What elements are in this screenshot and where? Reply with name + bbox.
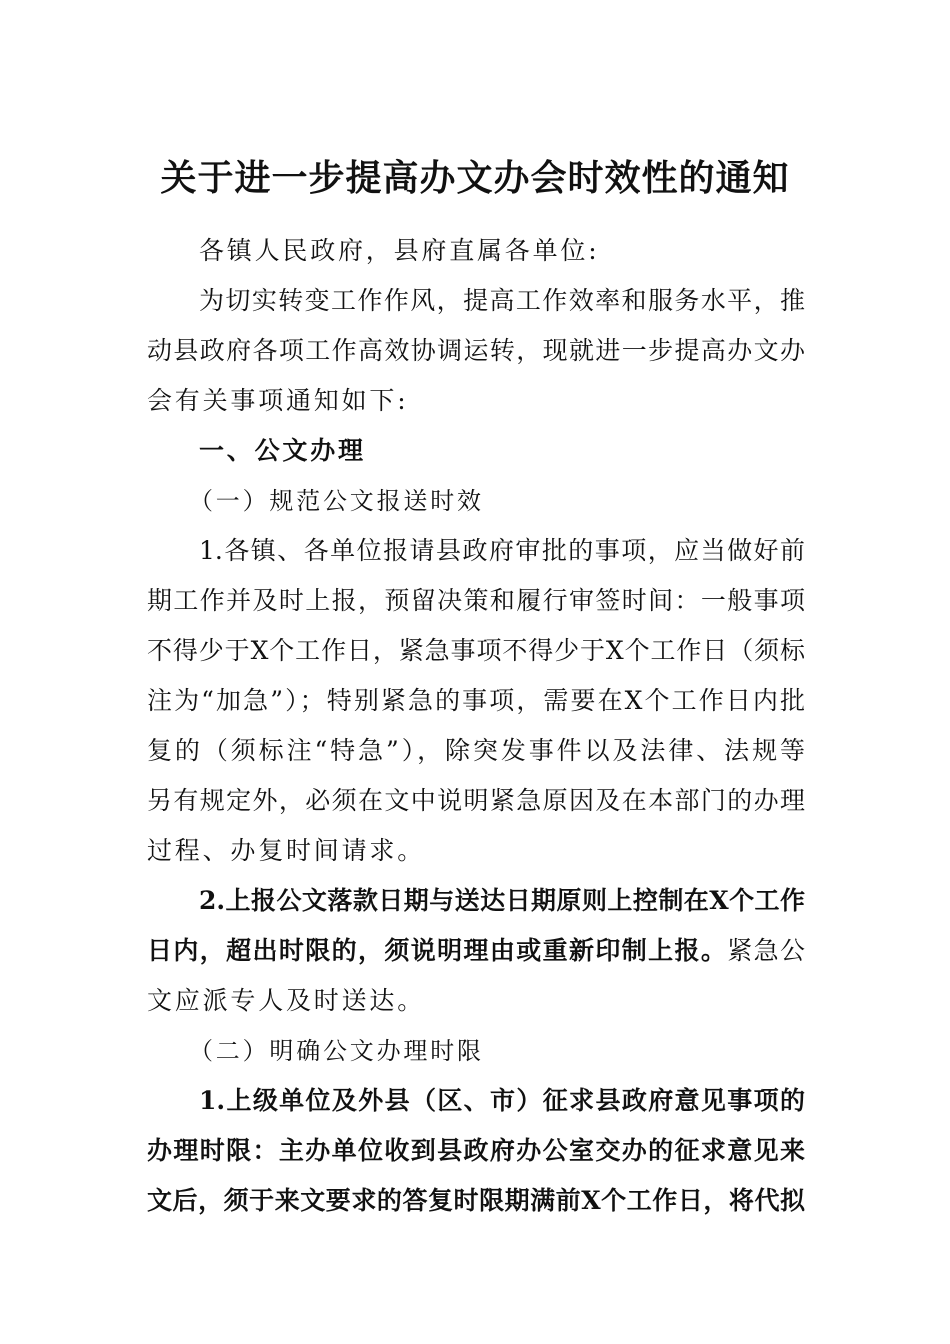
document-title: 关于进一步提高办文办会时效性的通知	[160, 157, 790, 199]
paragraph-line: 1.各镇、各单位报请县政府审批的事项，应当做好前	[199, 536, 805, 565]
bold-text: 日内，超出时限的，须说明理由或重新印制上报。	[147, 936, 728, 965]
paragraph-line: 复的（须标注“特急”），除突发事件以及法律、法规等	[147, 736, 805, 765]
paragraph-line: 另有规定外，必须在文中说明紧急原因及在本部门的办理	[147, 786, 805, 815]
bold-paragraph-line: 办理时限：主办单位收到县政府办公室交办的征求意见来	[147, 1136, 805, 1165]
paragraph-line: 期工作并及时上报，预留决策和履行审签时间：一般事项	[147, 586, 805, 615]
paragraph-line: 文应派专人及时送达。	[147, 986, 426, 1015]
section-heading-1: 一、公文办理	[199, 436, 366, 465]
paragraph-line: 不得少于X个工作日，紧急事项不得少于X个工作日（须标	[147, 636, 805, 665]
mixed-paragraph-line	[147, 926, 805, 976]
document-body	[147, 226, 805, 1226]
paragraph-line: 注为“加急”）；特别紧急的事项，需要在X个工作日内批	[147, 686, 805, 715]
bold-paragraph-line: 2.上报公文落款日期与送达日期原则上控制在X个工作	[199, 886, 805, 915]
paragraph-line: 为切实转变工作作风，提高工作效率和服务水平，推	[199, 286, 805, 315]
bold-paragraph-line: 1.上级单位及外县（区、市）征求县政府意见事项的	[199, 1086, 805, 1115]
normal-text: 紧急公	[727, 936, 805, 965]
subsection-heading-2: （二）明确公文办理时限	[189, 1037, 484, 1065]
addressee-line: 各镇人民政府，县府直属各单位:	[199, 236, 600, 265]
paragraph-line: 会有关事项通知如下:	[147, 386, 409, 415]
subsection-heading-1: （一）规范公文报送时效	[189, 487, 484, 515]
bold-paragraph-line: 文后，须于来文要求的答复时限期满前X个工作日，将代拟	[147, 1186, 805, 1215]
paragraph-line: 过程、办复时间请求。	[147, 836, 426, 865]
paragraph-line: 动县政府各项工作高效协调运转，现就进一步提高办文办	[147, 336, 805, 365]
